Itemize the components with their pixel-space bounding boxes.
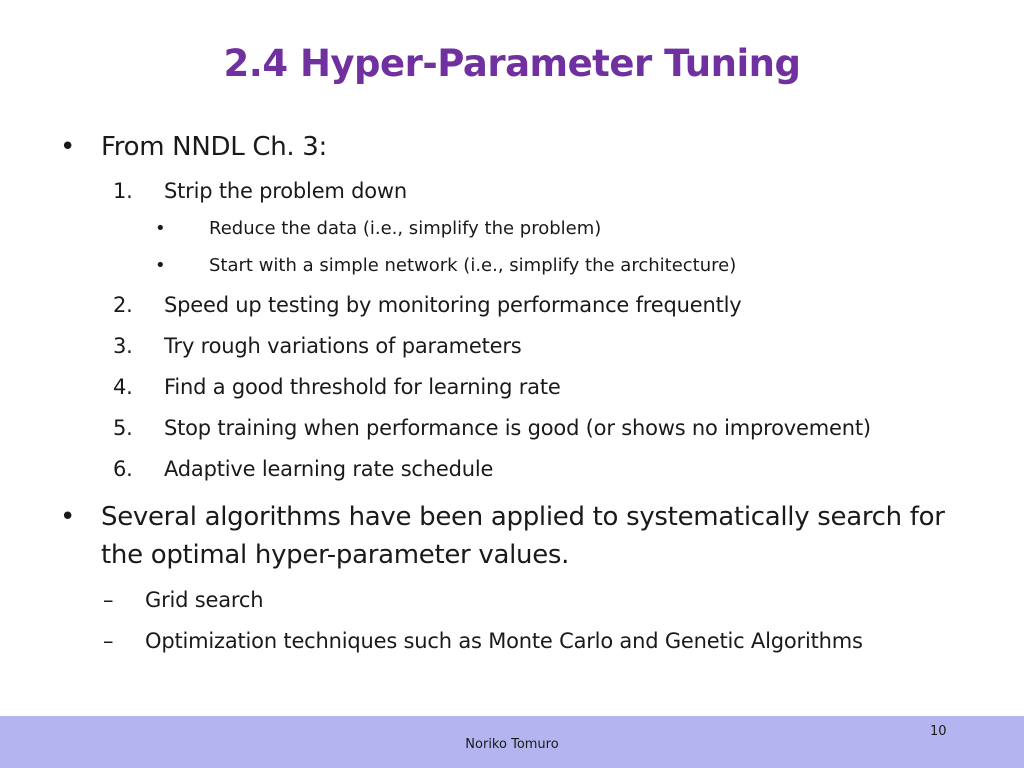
list-text: Speed up testing by monitoring performance frequently	[164, 293, 742, 317]
list-text: Stop training when performance is good (or shows no improvement)	[164, 416, 871, 440]
list-number: 3.	[113, 334, 133, 358]
footer-author: Noriko Tomuro	[465, 737, 559, 752]
list-number: 1.	[113, 179, 133, 203]
slide-title: 2.4 Hyper-Parameter Tuning	[223, 42, 801, 85]
list-number: 4.	[113, 375, 133, 399]
dash-marker: –	[103, 629, 114, 653]
list-text: Find a good threshold for learning rate	[164, 375, 561, 399]
dash-item-text: Optimization techniques such as Monte Carlo and Genetic Algorithms	[145, 629, 863, 653]
list-number: 2.	[113, 293, 133, 317]
list-text: Try rough variations of parameters	[164, 334, 522, 358]
list-number: 5.	[113, 416, 133, 440]
bullet-text: From NNDL Ch. 3:	[101, 132, 328, 162]
footer-bar	[0, 716, 1024, 768]
bullet-text: Several algorithms have been applied to systematically search for the optimal hyper-parameter values.	[101, 502, 945, 570]
list-text: Adaptive learning rate schedule	[164, 457, 494, 481]
sub-item-text: Reduce the data (i.e., simplify the problem)	[209, 218, 602, 239]
dash-marker: –	[103, 588, 114, 612]
dash-item-text: Grid search	[145, 588, 264, 612]
bullet-marker: •	[60, 132, 76, 162]
list-number: 6.	[113, 457, 133, 481]
sub-bullet-marker: •	[155, 218, 166, 239]
bullet-marker: •	[60, 502, 76, 532]
sub-bullet-marker: •	[155, 255, 166, 276]
list-text: Strip the problem down	[164, 179, 408, 203]
sub-item-text: Start with a simple network (i.e., simplify the architecture)	[209, 255, 737, 276]
page-number: 10	[930, 724, 947, 739]
